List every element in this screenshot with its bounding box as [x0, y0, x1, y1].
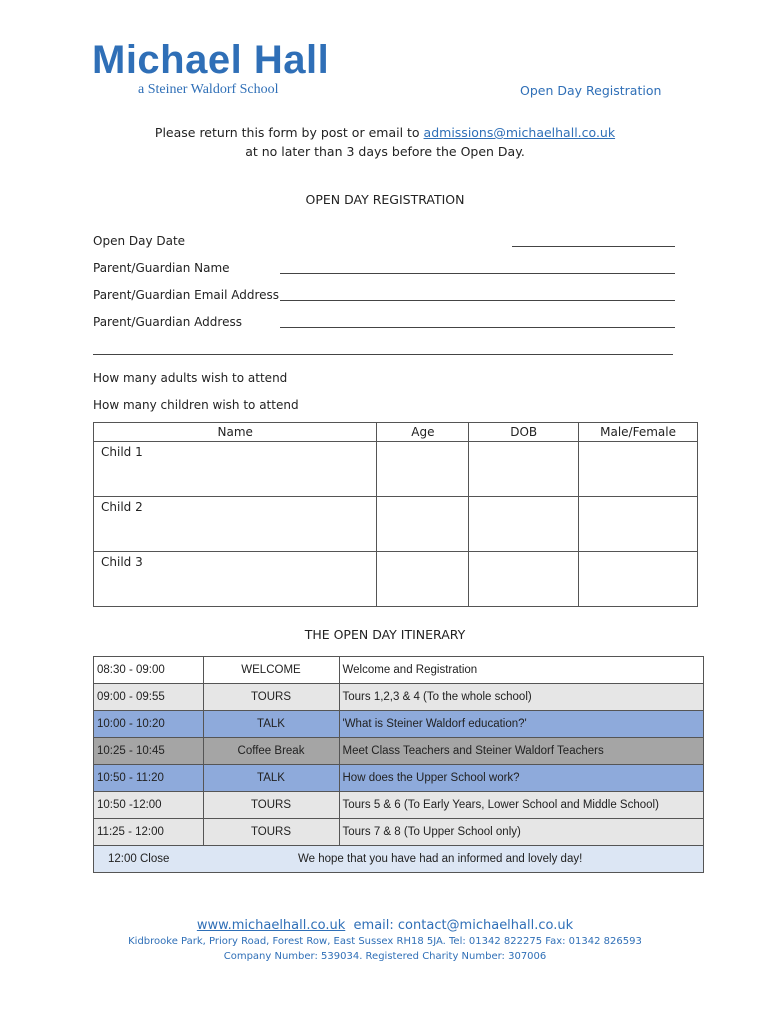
itinerary-activity: TOURS [203, 684, 339, 711]
school-logo: Michael Hall [92, 38, 330, 82]
itinerary-activity: TALK [203, 765, 339, 792]
form-title: OPEN DAY REGISTRATION [305, 192, 465, 207]
footer-contact [0, 918, 770, 933]
child-1-dob-cell[interactable] [469, 442, 579, 497]
itinerary-activity: TOURS [203, 792, 339, 819]
itinerary-time: 10:00 - 10:20 [94, 711, 204, 738]
itinerary-activity: TOURS [203, 819, 339, 846]
child-3-age-cell[interactable] [377, 552, 469, 607]
footer-email: email: contact@michaelhall.co.uk [353, 918, 574, 933]
child-3-gender-cell[interactable] [579, 552, 698, 607]
table-row [94, 442, 698, 497]
footer-registration: Company Number: 539034. Registered Charity Number: 307006 [223, 951, 547, 962]
itinerary-description: Tours 1,2,3 & 4 (To the whole school) [339, 684, 704, 711]
itinerary-close-time: 12:00 Close [94, 846, 204, 873]
open-day-date-label: Open Day Date [93, 234, 186, 248]
page-title: Open Day Registration [520, 83, 662, 98]
school-tagline: a Steiner Waldorf School [138, 82, 279, 97]
guardian-address-field-line-2[interactable] [93, 354, 673, 355]
itinerary-row [94, 684, 704, 711]
instructions-line-2: at no later than 3 days before the Open Day. [245, 144, 525, 159]
itinerary-table [93, 656, 704, 873]
guardian-address-label: Parent/Guardian Address [93, 315, 242, 329]
children-table-header [94, 423, 698, 442]
itinerary-time: 10:25 - 10:45 [94, 738, 204, 765]
itinerary-row [94, 765, 704, 792]
itinerary-description: 'What is Steiner Waldorf education?' [339, 711, 704, 738]
itinerary-time: 09:00 - 09:55 [94, 684, 204, 711]
itinerary-row [94, 657, 704, 684]
guardian-name-field[interactable] [280, 273, 675, 274]
child-2-dob-cell[interactable] [469, 497, 579, 552]
itinerary-close-message: We hope that you have had an informed and lovely day! [203, 846, 704, 873]
footer-address: Kidbrooke Park, Priory Road, Forest Row, East Sussex RH18 5JA. Tel: 01342 822275 Fax: 01342 826593 [128, 936, 642, 947]
itinerary-description: Tours 5 & 6 (To Early Years, Lower School and Middle School) [339, 792, 704, 819]
child-2-age-cell[interactable] [377, 497, 469, 552]
instructions-line-1 [0, 125, 770, 140]
itinerary-row [94, 792, 704, 819]
child-3-name-cell[interactable]: Child 3 [94, 552, 377, 607]
itinerary-activity: Coffee Break [203, 738, 339, 765]
itinerary-time: 10:50 - 11:20 [94, 765, 204, 792]
itinerary-time: 11:25 - 12:00 [94, 819, 204, 846]
website-link[interactable]: www.michaelhall.co.uk [196, 918, 346, 933]
child-1-name-cell[interactable]: Child 1 [94, 442, 377, 497]
child-2-gender-cell[interactable] [579, 497, 698, 552]
col-header-age: Age [377, 423, 469, 442]
guardian-email-label: Parent/Guardian Email Address [93, 288, 280, 302]
table-row [94, 552, 698, 607]
itinerary-description: Tours 7 & 8 (To Upper School only) [339, 819, 704, 846]
table-row [94, 497, 698, 552]
child-1-age-cell[interactable] [377, 442, 469, 497]
itinerary-row [94, 738, 704, 765]
itinerary-row [94, 819, 704, 846]
child-2-name-cell[interactable]: Child 2 [94, 497, 377, 552]
itinerary-activity: TALK [203, 711, 339, 738]
col-header-dob: DOB [469, 423, 579, 442]
open-day-date-field[interactable] [512, 246, 675, 247]
itinerary-row [94, 711, 704, 738]
children-question: How many children wish to attend [93, 398, 299, 412]
adults-question: How many adults wish to attend [93, 371, 288, 385]
guardian-name-label: Parent/Guardian Name [93, 261, 230, 275]
col-header-gender: Male/Female [579, 423, 698, 442]
itinerary-activity: WELCOME [203, 657, 339, 684]
child-3-dob-cell[interactable] [469, 552, 579, 607]
itinerary-close-row [94, 846, 704, 873]
guardian-email-field[interactable] [280, 300, 675, 301]
instructions-prefix: Please return this form by post or email to [154, 125, 424, 140]
admissions-email-link[interactable]: admissions@michaelhall.co.uk [423, 125, 616, 140]
itinerary-time: 08:30 - 09:00 [94, 657, 204, 684]
itinerary-description: How does the Upper School work? [339, 765, 704, 792]
guardian-address-field[interactable] [280, 327, 675, 328]
col-header-name: Name [94, 423, 377, 442]
itinerary-description: Welcome and Registration [339, 657, 704, 684]
child-1-gender-cell[interactable] [579, 442, 698, 497]
itinerary-title: THE OPEN DAY ITINERARY [304, 627, 466, 642]
itinerary-description: Meet Class Teachers and Steiner Waldorf Teachers [339, 738, 704, 765]
itinerary-time: 10:50 -12:00 [94, 792, 204, 819]
children-table [93, 422, 698, 607]
